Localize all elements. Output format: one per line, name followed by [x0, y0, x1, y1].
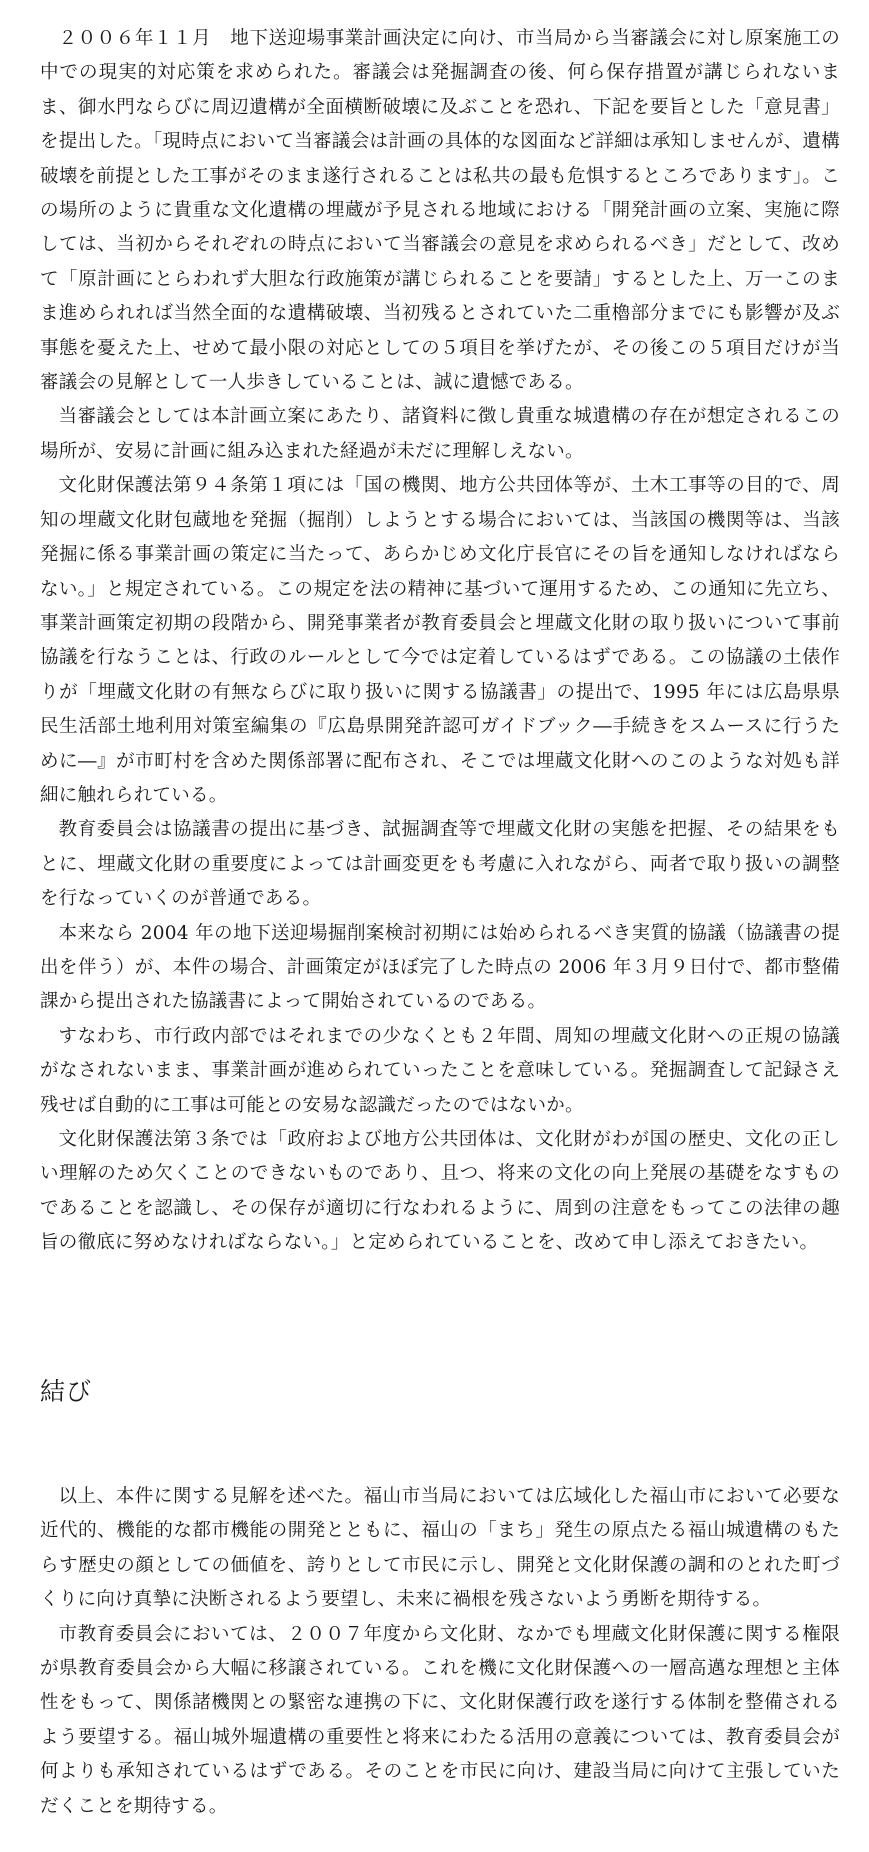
paragraph-board-request: 市教育委員会においては、２００７年度から文化財、なかでも埋蔵文化財保護に関する権限が県教育委員会から大幅に移譲されている。これを機に文化財保護への一層高邁な理想と主体性をもって、関係諸機関との緊密な連携の下に、文化財保護行政を遂行する体制を整備されるよう要望する。福山城外堀遺構の重要性と将来にわたる活用の意義については、教育委員会が何よりも承知されているはずである。そのことを市民に向け、建設当局に向けて主張していただくことを期待する。 [40, 1623, 840, 1817]
paragraph-two-years: すなわち、市行政内部ではそれまでの少なくとも２年間、周知の埋蔵文化財への正規の協議がなされないまま、事業計画が進められていったことを意味している。発掘調査して記録さえ残せば自動的に工事は可能との安易な認識だったのではないか。 [40, 1025, 840, 1116]
paragraph-consultation-timing: 本来なら 2004 年の地下送迎場掘削案検討初期には始められるべき実質的協議（協議書の提出を伴う）が、本件の場合、計画策定がほぼ完了した時点の 2006 年３月９日付で、都市整備課から提出された協議書によって開始されているのである。 [40, 922, 840, 1013]
conclusion-heading: 結び [40, 1377, 93, 1406]
conclusion-body [40, 1480, 840, 1824]
opinion-body [40, 22, 840, 1261]
paragraph-board-procedure: 教育委員会は協議書の提出に基づき、試掘調査等で埋蔵文化財の実態を把握、その結果をもとに、埋蔵文化財の重要度によっては計画変更をも考慮に入れながら、両者で取り扱いの調整を行なっていくのが普通である。 [40, 819, 840, 910]
paragraph-planning-concern: 当審議会としては本計画立案にあたり、諸資料に徴し貴重な城遺構の存在が想定されるこの場所が、安易に計画に組み込まれた経過が未だに理解しえない。 [40, 406, 840, 462]
conclusion-heading-wrap [40, 1375, 840, 1409]
paragraph-city-request: 以上、本件に関する見解を述べた。福山市当局においては広域化した福山市において必要な近代的、機能的な都市機能の開発とともに、福山の「まち」発生の原点たる福山城遺構のもたらす歴史の顔としての価値を、誇りとして市民に示し、開発と文化財保護の調和のとれた町づくりに向け真摯に決断されるよう要望し、未来に禍根を残さないよう勇断を期待する。 [40, 1486, 840, 1611]
paragraph-article-3: 文化財保護法第３条では「政府および地方公共団体は、文化財がわが国の歴史、文化の正しい理解のため欠くことのできないものであり、且つ、将来の文化の向上発展の基礎をなすものであることを認識し、その保存が適切に行なわれるように、周到の注意をもってこの法律の趣旨の徹底に努めなければならない。」と定められていることを、改めて申し添えておきたい。 [40, 1129, 840, 1254]
paragraph-opinion-submission: ２００６年１１月 地下送迎場事業計画決定に向け、市当局から当審議会に対し原案施工の中での現実的対応策を求められた。審議会は発掘調査の後、何ら保存措置が講じられないまま、御水門ならびに周辺遺構が全面横断破壊に及ぶことを恐れ、下記を要旨とした「意見書」を提出した。「現時点において当審議会は計画の具体的な図面など詳細は承知しませんが、遺構破壊を前提とした工事がそのまま遂行されることは私共の最も危惧するところであります」。この場所のように貴重な文化遺構の埋蔵が予見される地域における「開発計画の立案、実施に際しては、当初からそれぞれの時点において当審議会の意見を求められるべき」だとして、改めて「原計画にとらわれず大胆な行政施策が講じられることを要請」するとした上、万一このまま進められれば当然全面的な遺構破壊、当初残るとされていた二重櫓部分までにも影響が及ぶ事態を憂えた上、せめて最小限の対応としての５項目を挙げたが、その後この５項目だけが当審議会の見解として一人歩きしていることは、誠に遺憾である。 [40, 28, 840, 394]
paragraph-article-94: 文化財保護法第９４条第１項には「国の機関、地方公共団体等が、土木工事等の目的で、周知の埋蔵文化財包蔵地を発掘（掘削）しようとする場合においては、当該国の機関等は、当該発掘に係る事業計画の策定に当たって、あらかじめ文化庁長官にその旨を通知しなければならない。」と規定されている。この規定を法の精神に基づいて運用するため、この通知に先立ち、事業計画策定初期の段階から、開発事業者が教育委員会と埋蔵文化財の取り扱いについて事前協議を行なうことは、行政のルールとして今では定着しているはずである。この協議の土俵作りが「埋蔵文化財の有無ならびに取り扱いに関する協議書」の提出で、1995 年には広島県県民生活部土地利用対策室編集の『広島県開発許認可ガイドブック―手続きをスムースに行うために―』が市町村を含めた関係部署に配布され、そこでは埋蔵文化財へのこのような対処も詳細に触れられている。 [40, 475, 840, 806]
